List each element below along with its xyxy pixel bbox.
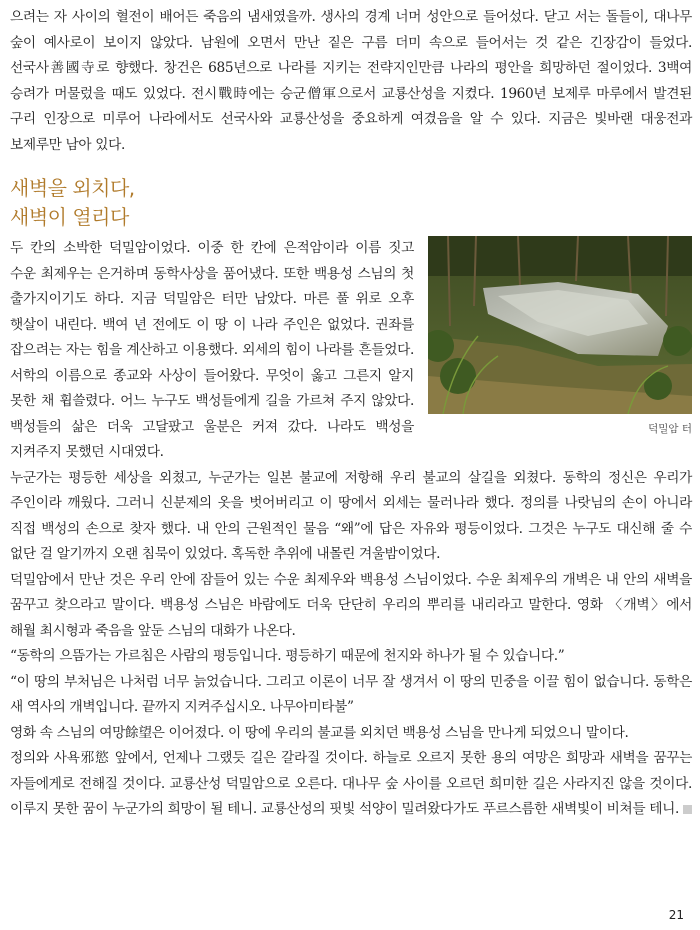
- body-paragraph-2: 누군가는 평등한 세상을 외쳤고, 누군가는 일본 불교에 저항해 우리 불교의 살길을 외쳤다. 동학의 정신은 우리가 주인이라 깨웠다. 그러니 신분제의 옷을 벗어버리고 이 땅에서 외세는 물러나라 했다. 정의를 나랏님의 손이 아니라 직접 백성의 손으로 찾자 했다. 내 안의 근원적인 물음 “왜”에 답은 자유와 평등이었다. 그것은 누구도 대신해 줄 수 없단 걸 알기까지 오랜 침묵이 있었다. 혹독한 추위에 내몰린 겨울밤이었다.: [10, 469, 692, 562]
- photo-figure: [428, 236, 692, 436]
- body-paragraph-1: 두 칸의 소박한 덕밀암이었다. 이중 한 칸에 은적암이라 이름 짓고 수운 최제우는 은거하며 동학사상을 품어냈다. 또한 백용성 스님의 첫 출가지이기도 하다. 지금 덕밀암은 터만 남았다. 마른 풀 위로 오후 햇살이 내린다. 백여 년 전에도 이 땅 이 나라 주인은 없었다. 권좌를 잡으려는 자는 힘을 계산하고 이용했다. 외세의 힘이 나라를 흔들었다. 서학의 이름으로 종교와 사상이 들어왔다. 무엇이 옳고 그른지 알지 못한 채 휩쓸렸다. 어느 누구도 백성들에게 길을 가르쳐 주지 않았다. 백성들의 삶은 더욱 고달팠고 울분은 커져 갔다. 나라도 백성을 지켜주지 못했던 시대였다.: [10, 240, 414, 460]
- photo-caption: 덕밀암 터: [648, 423, 692, 435]
- end-of-article-mark: [683, 805, 692, 814]
- quote-paragraph-2: “이 땅의 부처님은 나처럼 너무 늙었습니다. 그리고 이론이 너무 잘 생겨서 이 땅의 민중을 이끌 힘이 없습니다. 동학은 새 역사의 개벽입니다. 끝까지 지켜주십시오. 나무아미타불”: [10, 673, 692, 715]
- quote-paragraph-1: “동학의 으뜸가는 가르침은 사람의 평등입니다. 평등하기 때문에 천지와 하나가 될 수 있습니다.”: [10, 648, 565, 664]
- temple-site-photo: [428, 236, 692, 414]
- page-number: 21: [668, 908, 684, 922]
- section-heading-line-2: 새벽이 열리다: [10, 205, 129, 229]
- section-heading: [10, 174, 135, 232]
- body-paragraph-4: 영화 속 스님의 여망餘望은 이어졌다. 이 땅에 우리의 불교를 외치던 백용성 스님을 만나게 되었으니 말이다.: [10, 724, 629, 741]
- intro-paragraph: 으려는 자 사이의 혈전이 배어든 죽음의 냄새였을까. 생사의 경계 너머 성안으로 들어섰다. 닫고 서는 돌들이, 대나무 숲이 예사로이 보이지 않았다. 남원에 오면서 만난 짙은 구름 더미 속으로 들어서는 것 같은 긴장감이 들었다. 선국사善國寺로 향했다. 창건은 685년으로 나라를 지키는 전략지인만큼 나라의 평안을 희망하던 절이었다. 3백여 승려가 머물렀을 때도 있었다. 전시戰時에는 승군僧軍으로서 교룡산성을 지켰다. 1960년 보제루 마루에서 발견된 구리 인장으로 미루어 나라에서도 선국사와 교룡산성을 중요하게 여겼음을 알 수 있다. 지금은 빛바랜 대웅전과 보제루만 남아 있다.: [10, 9, 692, 153]
- body-paragraph-5: [10, 746, 692, 823]
- body-paragraph-3: 덕밀암에서 만난 것은 우리 안에 잠들어 있는 수운 최제우와 백용성 스님이었다. 수운 최제우의 개벽은 내 안의 새벽을 꿈꾸고 찾으라고 말이다. 백용성 스님은 바람에도 더욱 단단히 우리의 뿌리를 내리라고 말한다. 영화 〈개벽〉에서 해월 최시형과 죽음을 앞둔 스님의 대화가 나온다.: [10, 571, 692, 639]
- final-paragraph-text: 정의와 사욕邪慾 앞에서, 언제나 그랬듯 길은 갈라질 것이다. 하늘로 오르지 못한 용의 여망은 희망과 새벽을 꿈꾸는 자들에게로 전해질 것이다. 교룡산성 덕밀암으로 오른다. 대나무 숲 사이를 오르던 희미한 길은 사라지진 않을 것이다. 이루지 못한 꿈이 누군가의 희망이 될 테니. 교룡산성의 핏빛 석양이 밀려왔다가도 푸르스름한 새벽빛이 비쳐들 테니.: [10, 750, 692, 817]
- section-heading-line-1: 새벽을 외치다,: [10, 176, 135, 200]
- article-body: [10, 236, 692, 823]
